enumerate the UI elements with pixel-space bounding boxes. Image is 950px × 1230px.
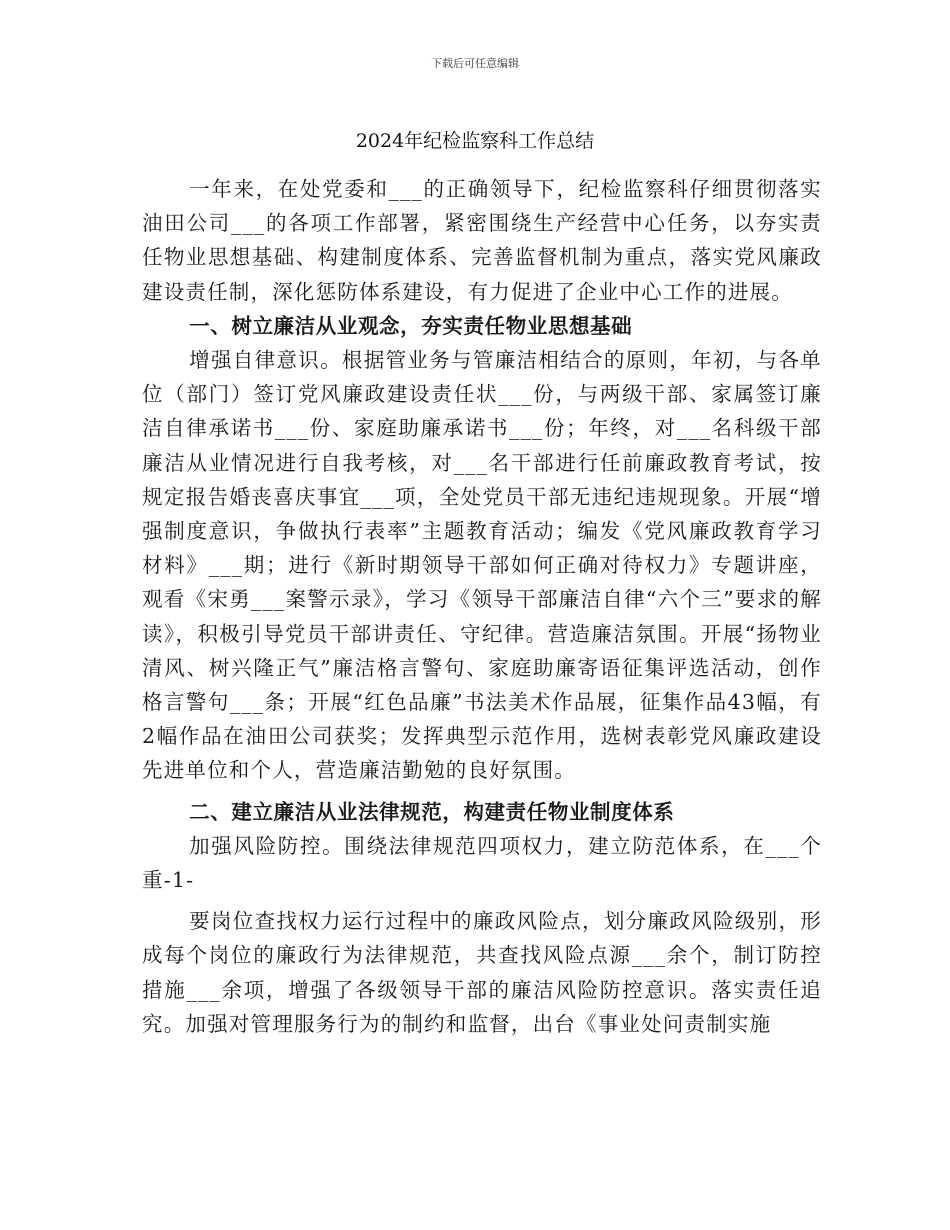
document-title: 2024年纪检监察科工作总结 [355, 130, 595, 152]
intro-paragraph: 一年来，在处党委和___的正确领导下，纪检监察科仔细贯彻落实油田公司___的各项工作部署，紧密围绕生产经营中心任务，以夯实责任物业思想基础、构建制度体系、完善监督机制为重点，落实党风廉政建设责任制，深化惩防体系建设，有力促进了企业中心工作的进展。 [142, 177, 822, 304]
document-body [142, 172, 822, 1041]
spacer [142, 897, 822, 904]
section-heading-2: 二、建立廉洁从业法律规范，构建责任物业制度体系 [189, 799, 675, 824]
section-2-continued-paragraph: 要岗位查找权力运行过程中的廉政风险点，划分廉政风险级别，形成每个岗位的廉政行为法律规范，共查找风险点源___余个，制订防控措施___余项，增强了各级领导干部的廉洁风险防控意识。落实责任追究。加强对管理服务行为的制约和监督，出台《事业处问责制实施 [142, 909, 822, 1036]
header-note: 下载后可任意编辑 [431, 57, 519, 70]
spacer [142, 788, 822, 795]
section-2-paragraph: 加强风险防控。围绕法律规范四项权力，建立防范体系，在___个重-1- [142, 833, 822, 893]
section-1-paragraph: 增强自律意识。根据管业务与管廉洁相结合的原则，年初，与各单位（部门）签订党风廉政建设责任状___份，与两级干部、家属签订廉洁自律承诺书___份、家庭助廉承诺书___份；年终，对___名科级干部廉洁从业情况进行自我考核，对___名干部进行任前廉政教育考试，按规定报告婚丧喜庆事宜___项，全处党员干部无违纪违规现象。开展“增强制度意识，争做执行表率”主题教育活动；编发《党风廉政教育学习材料》___期；进行《新时期领导干部如何正确对待权力》专题讲座，观看《宋勇___案警示录》，学习《领导干部廉洁自律“六个三”要求的解读》，积极引导党员干部讲责任、守纪律。营造廉洁氛围。开展“扬物业清风、树兴隆正气”廉洁格言警句、家庭助廉寄语征集评选活动，创作格言警句___条；开展“红色品廉”书法美术作品展，征集作品43幅，有2幅作品在油田公司获奖；发挥典型示范作用，选树表彰党风廉政建设先进单位和个人，营造廉洁勤勉的良好氛围。 [142, 348, 822, 783]
section-heading-1: 一、树立廉洁从业观念，夯实责任物业思想基础 [189, 313, 633, 338]
